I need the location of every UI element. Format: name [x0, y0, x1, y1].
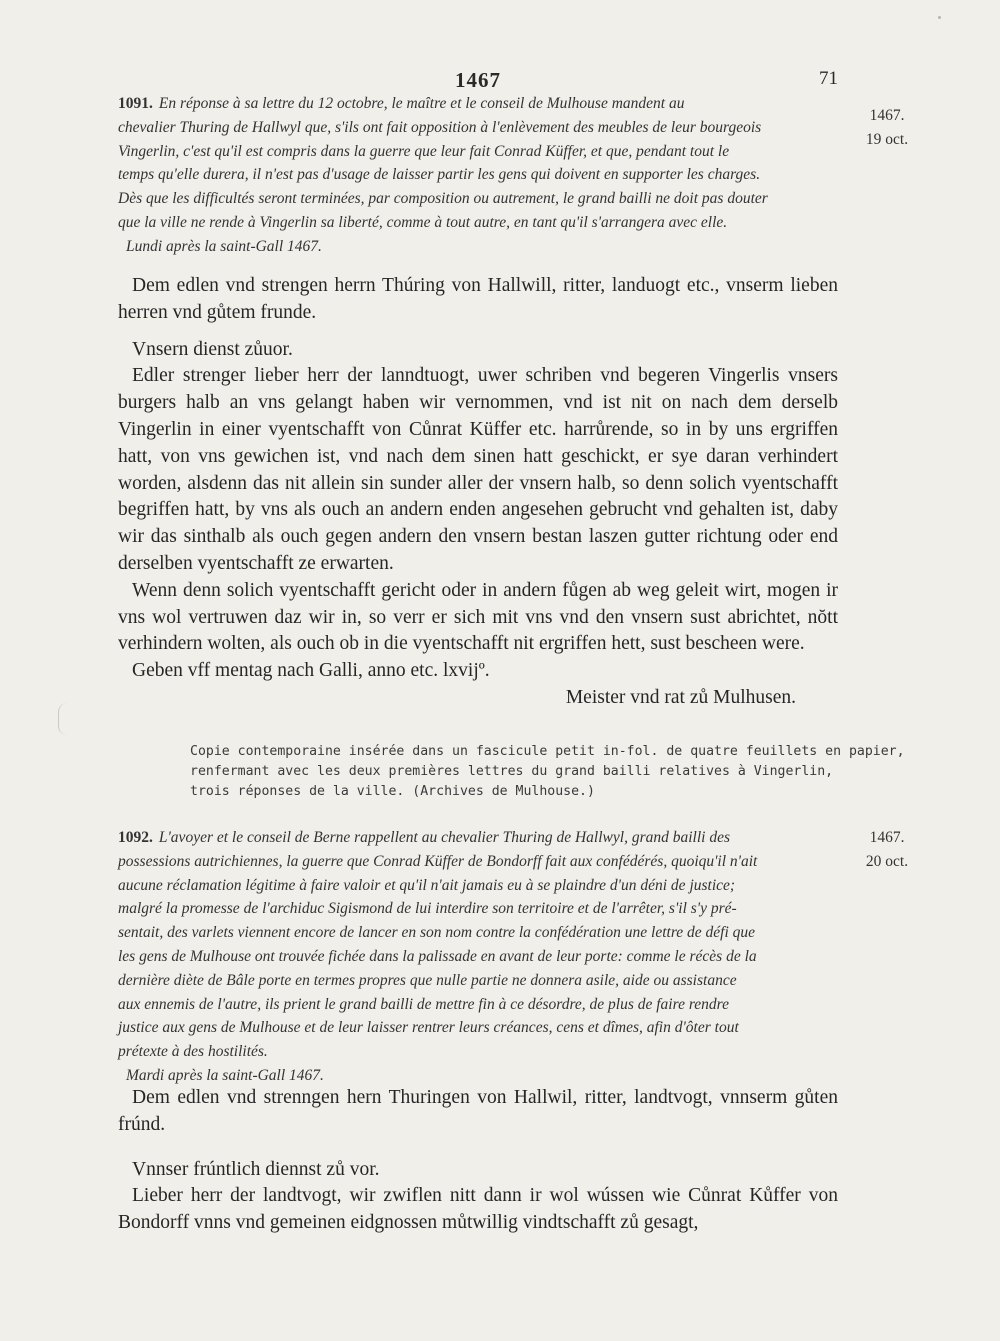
- summary-line: sentait, des varlets viennent encore de lancer en son nom contre la confédération une lettre de défi que: [118, 924, 756, 942]
- summary-line: aucune réclamation légitime à faire valoir et qu'il n'ait jamais eu à se plaindre d'un déni de justice;: [118, 876, 736, 894]
- doc-1091-summary: [118, 92, 838, 259]
- summary-line: dernière diète de Bâle porte en termes propres que nulle partie ne donnera asile, aide ou assistance: [118, 971, 737, 989]
- page-margin-mark: [58, 703, 67, 735]
- summary-line: justice aux gens de Mulhouse et de leur laisser rentrer leurs créances, cens et dîmes, afin d'ôter tout: [118, 1019, 739, 1037]
- summary-line: temps qu'elle durera, il n'est pas d'usage de laisser partir les gens qui doivent en supporter les charges.: [118, 166, 761, 184]
- summary-line: prétexte à des hostilités.: [118, 1043, 268, 1061]
- doc-1092-date-line: Mardi après la saint-Gall 1467.: [126, 1066, 324, 1084]
- doc-1091-number: 1091.: [118, 95, 153, 112]
- source-line: trois réponses de la ville. (Archives de Mulhouse.): [190, 783, 595, 799]
- margin-day: 19 oct.: [865, 130, 909, 148]
- paper-speck: [938, 16, 941, 19]
- summary-line: malgré la promesse de l'archiduc Sigismond de lui interdire son territoire et de l'arrêter, s'il s'y pré-: [118, 900, 737, 918]
- letter-greeting: Vnsern dienst zůuor.: [132, 338, 293, 360]
- letter-paragraph: Edler strenger lieber herr der lanndtuogt, uwer schriben vnd begeren Vingerlis vnsers burgers halb an vns gelangt haben wir vernommen, vnd ist nit on nach dem derselb Vingerlin in einer vyentschafft von Cůnrat Küffer etc. harrůrende, so in by uns ergriffen hatt, von vns gewichen ist, vnd nach dem sinen hatt geschickt, er sye daran verhindert worden, alsdenn das nit allein sin sunder aller der vnsern halb, so denn solich vyentschafft begriffen hatt, by vns als ouch an andern enden angesehen gebrucht vnd gehalten ist, daby wir das sinthalb als ouch gegen andern den vnsern bestan laszen gutter richtung oder end derselben vyentschafft ze erwarten.: [118, 365, 838, 574]
- doc-1092-margin-date: [852, 826, 922, 874]
- doc-1092-letter: [118, 1085, 838, 1237]
- margin-year: 1467.: [869, 107, 905, 124]
- summary-line: Dès que les difficultés seront terminées, par composition ou autrement, le grand bailli ne doit pas douter: [118, 190, 768, 208]
- doc-1091-margin-date: [852, 104, 922, 152]
- doc-1091-date-line: Lundi après la saint-Gall 1467.: [126, 237, 322, 255]
- summary-line: aux ennemis de l'autre, ils prient le grand bailli de mettre fin à ce désordre, de plus de faire rendre: [118, 995, 730, 1013]
- summary-line: que la ville ne rende à Vingerlin sa liberté, comme à tout autre, en tant qu'il s'arrangera avec elle.: [118, 213, 728, 231]
- source-line: Copie contemporaine insérée dans un fascicule petit in-fol. de quatre feuillets en papier,: [190, 744, 905, 759]
- letter-signature: Meister vnd rat zů Mulhusen.: [565, 686, 796, 708]
- summary-line: les gens de Mulhouse ont trouvée fichée dans la palissade en avant de leur porte: comme le récès de la: [118, 947, 757, 965]
- margin-day: 20 oct.: [865, 852, 909, 870]
- letter-address: Dem edlen vnd strenngen hern Thuringen von Hallwil, ritter, landtvogt, vnnserm gůten frúnd.: [118, 1087, 838, 1135]
- doc-1092-number: 1092.: [118, 829, 153, 846]
- letter-paragraph: Lieber herr der landtvogt, wir zwiflen nitt dann ir wol wússen wie Cůnrat Kůffer von Bondorff vnns vnd gemeinen eidgnossen můtwillig vindtschafft zů gesagt,: [118, 1185, 838, 1234]
- letter-closing-date: Geben vff mentag nach Galli, anno etc. lxvijº.: [132, 660, 490, 682]
- letter-address: Dem edlen vnd strengen herrn Thúring von Hallwill, ritter, landuogt etc., vnserm lieben herren vnd gůtem frunde.: [118, 275, 838, 323]
- margin-year: 1467.: [869, 829, 905, 846]
- header-year: 1467: [455, 68, 501, 92]
- source-line: renfermant avec les deux premières lettres du grand bailli relatives à Vingerlin,: [190, 763, 834, 779]
- page-number: 71: [819, 68, 838, 89]
- doc-1091-source-note: [118, 742, 910, 801]
- letter-paragraph: Wenn denn solich vyentschafft gericht oder in andern fůgen ab weg geleit wirt, mogen ir vns wol vertruwen daz wir in, so verr er sich mit vns vnd den vnsern sust abrichtet, nŏtt verhindern wolten, als ouch ob in die vyentschafft nit ergriffen hett, sust bescheen were.: [118, 579, 838, 655]
- summary-line: possessions autrichiennes, la guerre que Conrad Küffer de Bondorff fait aux confédérés, quoiqu'il n'ait: [118, 852, 758, 870]
- doc-1091-letter: [118, 273, 838, 712]
- summary-line: En réponse à sa lettre du 12 octobre, le maître et le conseil de Mulhouse mandent au: [158, 95, 685, 112]
- summary-line: L'avoyer et le conseil de Berne rappellent au chevalier Thuring de Hallwyl, grand bailli des: [158, 829, 730, 846]
- letter-greeting: Vnnser frúntlich diennst zů vor.: [132, 1158, 380, 1180]
- doc-1092-summary: [118, 826, 838, 1088]
- summary-line: chevalier Thuring de Hallwyl que, s'ils ont fait opposition à l'enlèvement des meubles de leur bourgeois: [118, 118, 762, 136]
- summary-line: Vingerlin, c'est qu'il est compris dans la guerre que leur fait Conrad Küffer, et que, pendant tout le: [118, 142, 730, 160]
